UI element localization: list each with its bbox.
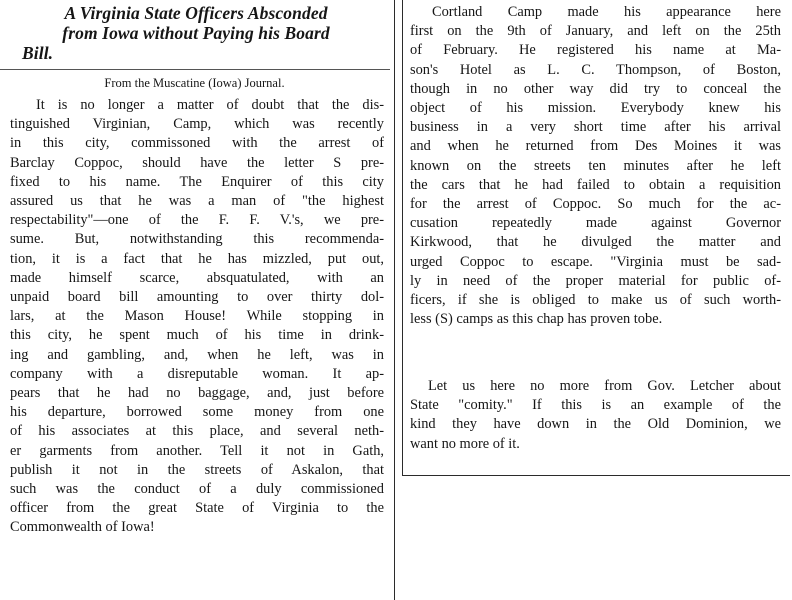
end-of-article-rule	[402, 475, 790, 476]
text-line: officer from the great State of Virginia to the	[10, 500, 384, 517]
headline-underline-rule	[0, 69, 390, 70]
text-line: It is no longer a matter of doubt that the dis-	[36, 97, 384, 113]
text-line: Barclay Coppoc, should have the letter S pre-	[10, 154, 384, 171]
text-line: assured us that he was a man of "the highest	[10, 193, 384, 210]
headline-line-3: Bill.	[22, 43, 54, 63]
text-line: urged Coppoc to escape. "Virginia must be sad-	[410, 253, 781, 270]
text-line: son's Hotel as L. C. Thompson, of Boston,	[410, 61, 781, 78]
text-line: object of his mission. Everybody knew his	[410, 100, 781, 117]
text-line: made himself scarce, absquatulated, with an	[10, 269, 384, 286]
text-line: Kirkwood, that he divulged the matter and	[410, 234, 781, 251]
article-headline	[6, 3, 386, 63]
text-line: fixed to his name. The Enquirer of this city	[10, 173, 384, 190]
text-line: Cortland Camp made his appearance here	[432, 4, 781, 20]
text-line: in this city, commissoned with the arrest of	[10, 135, 384, 152]
text-line: want no more of it.	[410, 435, 520, 452]
text-line: company with a disreputable woman. It ap-	[10, 365, 384, 382]
text-line: this city, he spent much of his time in drink-	[10, 327, 384, 344]
right-column-paragraph-2	[410, 377, 781, 454]
text-line: respectability"—one of the F. F. V.'s, we pre-	[10, 212, 384, 229]
column-rule-left	[394, 0, 395, 600]
text-line: cusation repeatedly made against Governor	[410, 215, 781, 232]
text-line: for the arrest of Coppoc. So much for the ac-	[410, 196, 781, 213]
left-column-paragraph	[10, 96, 384, 538]
text-line: tion, it is a fact that he has mizzled, put out,	[10, 250, 384, 267]
column-rule-right	[402, 0, 403, 476]
text-line: pears that he had no baggage, and, just before	[10, 385, 384, 402]
text-line: kind they have down in the Old Dominion, we	[410, 416, 781, 433]
text-line: less (S) camps as this chap has proven tobe.	[410, 311, 663, 328]
text-line: unpaid board bill amounting to over thirty dol-	[10, 289, 384, 306]
text-line: Commonwealth of Iowa!	[10, 519, 155, 536]
text-line: of February. He registered his name at Ma-	[410, 42, 781, 59]
text-line: ly in need of the proper material for public of-	[410, 272, 781, 289]
text-line: lars, at the Mason House! While stopping in	[10, 308, 384, 325]
text-line: known on the streets ten minutes after he left	[410, 157, 781, 174]
text-line: publish it not in the streets of Askalon, that	[10, 461, 384, 478]
text-line: State "comity." If this is an example of the	[410, 397, 781, 414]
text-line: and when he returned from Des Moines it was	[410, 138, 781, 155]
text-line: the cars that he had failed to obtain a requisition	[410, 176, 781, 193]
text-line: er garments from another. Tell it not in Gath,	[10, 442, 384, 459]
text-line: sume. But, notwithstanding this recommenda-	[10, 231, 384, 248]
text-line: of his associates at this place, and several neth-	[10, 423, 384, 440]
text-line: though in no other way did try to conceal the	[410, 80, 781, 97]
text-line: tinguished Virginian, Camp, which was recently	[10, 116, 384, 133]
text-line: Let us here no more from Gov. Letcher about	[428, 378, 781, 394]
text-line: ficers, if she is obliged to make us of such worth-	[410, 292, 781, 309]
text-line: such was the conduct of a duly commissioned	[10, 481, 384, 498]
right-column-paragraph-1	[410, 3, 781, 329]
text-line: ing and gambling, and, when he left, was in	[10, 346, 384, 363]
text-line: business in a very short time after his arrival	[410, 119, 781, 136]
source-credit: From the Muscatine (Iowa) Journal.	[104, 76, 285, 90]
text-line: first on the 9th of January, and left on the 25th	[410, 23, 781, 40]
headline-line-1: A Virginia State Officers Absconded	[64, 3, 328, 23]
headline-line-2: from Iowa without Paying his Board	[62, 23, 330, 43]
text-line: his departure, borrowed some money from one	[10, 404, 384, 421]
